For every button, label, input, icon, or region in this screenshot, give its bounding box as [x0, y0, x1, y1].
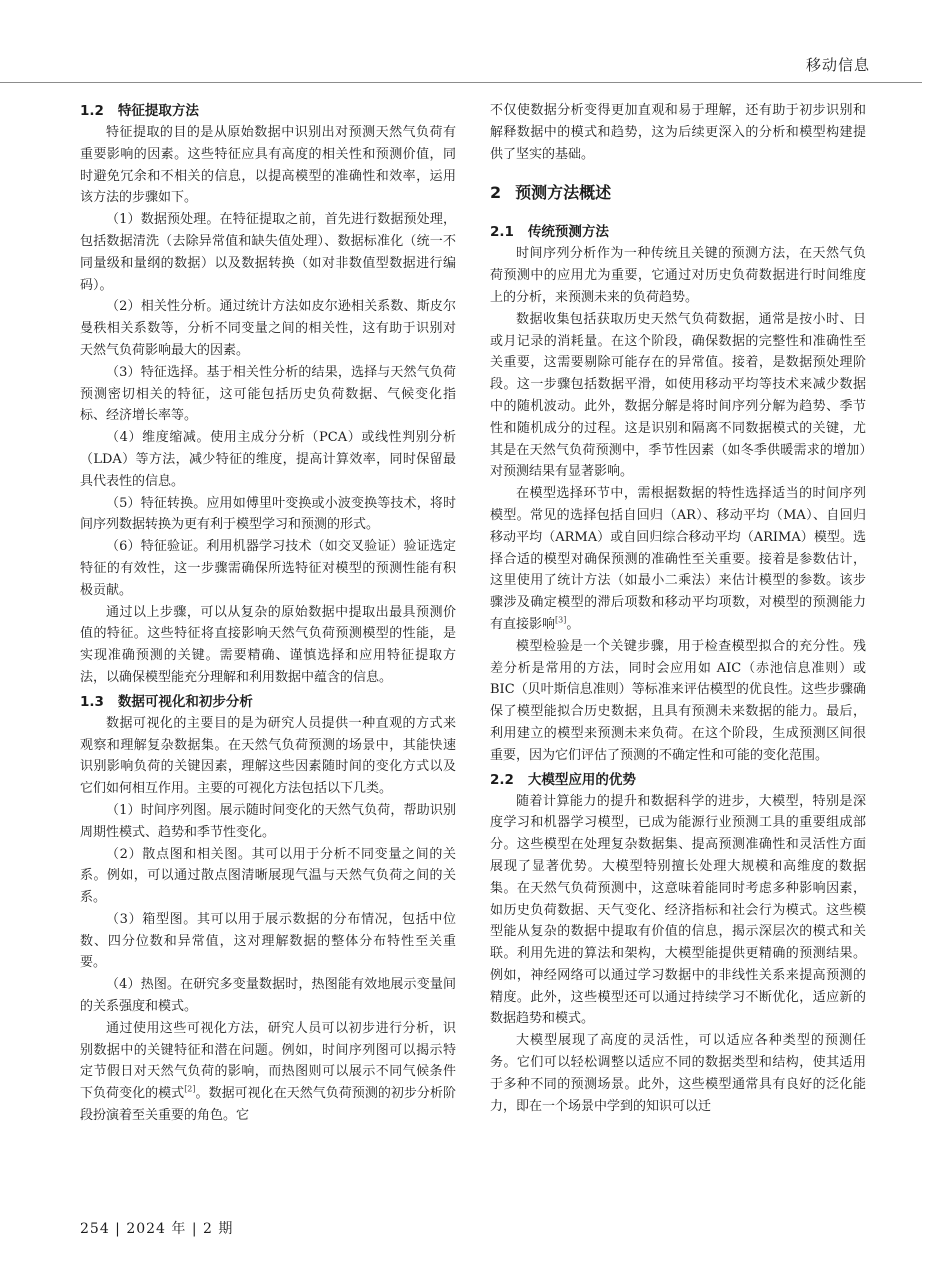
paragraph: 通过以上步骤，可以从复杂的原始数据中提取出最具预测价值的特征。这些特征将直接影响天然气负荷预测模型的性能，是实现准确预测的关键。需要精确、谨慎选择和应用特征提取方法，以确保模型能充分理解和利用数据中蕴含的信息。: [80, 604, 456, 685]
section-heading-1-3: [80, 691, 456, 713]
section-heading-1-2: [80, 100, 456, 122]
section-title: 特征提取方法: [117, 103, 199, 119]
list-item: （3）箱型图。其可以用于展示数据的分布情况，包括中位数、四分位数和异常值，这对理解数据的整体分布特性至关重要。: [80, 911, 456, 971]
citation-ref: [2]: [184, 1084, 196, 1094]
list-item: （4）维度缩减。使用主成分分析（PCA）或线性判别分析（LDA）等方法，减少特征的维度，提高计算效率，同时保留最具代表性的信息。: [80, 430, 456, 489]
list-item: （3）特征选择。基于相关性分析的结果，选择与天然气负荷预测密切相关的特征，这可能包括历史负荷数据、气候变化指标、经济增长率等。: [80, 364, 456, 424]
section-heading-2: [490, 181, 866, 205]
list-item: （1）时间序列图。展示随时间变化的天然气负荷，帮助识别周期性模式、趋势和季节性变化。: [80, 802, 456, 840]
section-heading-2-2: [490, 769, 866, 791]
text-run: 在模型选择环节中，需根据数据的特性选择适当的时间序列模型。常见的选择包括自回归（AR）、移动平均（MA）、自回归移动平均（ARMA）或自回归综合移动平均（ARIMA）模型。选择合适的模型对确保预测的准确性至关重要。接着是参数估计，这里使用了统计方法（如最小二乘法）来估计模型的参数。该步骤涉及确定模型的滞后项数和移动平均项数，对模型的预测能力有直接影响: [490, 486, 866, 632]
section-title: 大模型应用的优势: [527, 771, 636, 788]
list-item: （2）散点图和相关图。其可以用于分析不同变量之间的关系。例如，可以通过散点图清晰展现气温与天然气负荷之间的关系。: [80, 846, 456, 906]
list-item: （6）特征验证。利用机器学习技术（如交叉验证）验证选定特征的有效性，这一步骤需确保所选特征对模型的预测性能有积极贡献。: [80, 539, 456, 598]
left-column: [80, 100, 456, 1127]
right-column: [490, 100, 866, 1117]
header-rule: [0, 82, 922, 83]
paragraph: 时间序列分析作为一种传统且关键的预测方法，在天然气负荷预测中的应用尤为重要，它通过对历史负荷数据进行时间维度上的分析，来预测未来的负荷趋势。: [490, 246, 866, 305]
paragraph: 特征提取的目的是从原始数据中识别出对预测天然气负荷有重要影响的因素。这些特征应具有高度的相关性和预测价值，同时避免冗余和不相关的信息，以提高模型的准确性和效率，运用该方法的步骤如下。: [80, 125, 456, 206]
paragraph-continuation: 不仅使数据分析变得更加直观和易于理解，还有助于初步识别和解释数据中的模式和趋势，这为后续更深入的分析和模型构建提供了坚实的基础。: [490, 103, 866, 162]
list-item: （5）特征转换。应用如傅里叶变换或小波变换等技术，将时间序列数据转换为更有利于模型学习和预测的形式。: [80, 495, 456, 533]
section-heading-2-1: [490, 221, 866, 243]
section-title: 预测方法概述: [515, 183, 612, 203]
text-run: 。数据可视化在天然气负荷预测的初步分析阶段扮演着至关重要的角色。它: [80, 1086, 456, 1124]
section-number: 1.2: [80, 103, 104, 119]
text-run: 。: [566, 616, 580, 632]
journal-name: 移动信息: [805, 56, 870, 74]
paragraph: 数据收集包括获取历史天然气负荷数据，通常是按小时、日或月记录的消耗量。在这个阶段，确保数据的完整性和准确性至关重要，这需要剔除可能存在的异常值。接着，是数据预处理阶段。这一步骤包括数据平滑，如使用移动平均等技术来减少数据中的随机波动。此外，数据分解是将时间序列分解为趋势、季节性和随机成分的过程。这是识别和隔离不同数据模式的关键，尤其是在天然气负荷预测中，季节性因素（如冬季供暖需求的增加）对预测结果有显著影响。: [490, 311, 866, 480]
section-number: 2: [490, 183, 502, 203]
paragraph: 模型检验是一个关键步骤，用于检查模型拟合的充分性。残差分析是常用的方法，同时会应用如 AIC（赤池信息准则）或 BIC（贝叶斯信息准则）等标准来评估模型的优良性。这些步骤确保了模型能拟合历史数据，且具有预测未来数据的能力。最后，利用建立的模型来预测未来负荷。在这个阶段，生成预测区间很重要，因为它们评估了预测的不确定性和可能的变化范围。: [490, 638, 866, 763]
section-number: 2.1: [490, 224, 514, 241]
paragraph: [490, 483, 866, 636]
section-number: 2.2: [490, 771, 514, 788]
citation-ref: [3]: [555, 615, 567, 625]
list-item: （2）相关性分析。通过统计方法如皮尔逊相关系数、斯皮尔曼秩相关系数等，分析不同变量之间的相关性，这有助于识别对天然气负荷影响最大的因素。: [80, 299, 456, 358]
section-title: 数据可视化和初步分析: [117, 693, 253, 710]
paragraph: 数据可视化的主要目的是为研究人员提供一种直观的方式来观察和理解复杂数据集。在天然气负荷预测的场景中，其能快速识别影响负荷的关键因素，理解这些因素随时间的变化方式以及它们如何相互作用。主要的可视化方法包括以下几类。: [80, 715, 456, 797]
paragraph: [80, 1018, 456, 1127]
paragraph: 大模型展现了高度的灵活性，可以适应各种类型的预测任务。它们可以轻松调整以适应不同的数据类型和结构，使其适用于多种不同的预测场景。此外，这些模型通常具有良好的泛化能力，即在一个场景中学到的知识可以迁: [490, 1033, 866, 1114]
text-run: 通过使用这些可视化方法，研究人员可以初步进行分析，识别数据中的关键特征和潜在问题。例如，时间序列图可以揭示特定节假日对天然气负荷的影响，而热图则可以展示不同气候条件下负荷变化的模式: [80, 1020, 456, 1102]
section-title: 传统预测方法: [527, 224, 609, 241]
section-number: 1.3: [80, 693, 104, 710]
paragraph: 随着计算能力的提升和数据科学的进步，大模型，特别是深度学习和机器学习模型，已成为能源行业预测工具的重要组成部分。这些模型在处理复杂数据集、提高预测准确性和灵活性方面展现了显著优势。大模型特别擅长处理大规模和高维度的数据集。在天然气负荷预测中，这意味着能同时考虑多种影响因素，如历史负荷数据、天气变化、经济指标和社会行为模式。这些模型能从复杂的数据中提取有价值的信息，揭示深层次的模式和关联。利用先进的算法和架构，大模型能提供更精确的预测结果。例如，神经网络可以通过学习数据中的非线性关系来提高预测的精度。此外，这些模型还可以通过持续学习不断优化，适应新的数据趋势和模式。: [490, 793, 866, 1027]
list-item: （1）数据预处理。在特征提取之前，首先进行数据预处理，包括数据清洗（去除异常值和缺失值处理）、数据标准化（统一不同量级和量纲的数据）以及数据转换（如对非数值型数据进行编码）。: [80, 212, 456, 293]
page-footer: 254 | 2024 年 | 2 期: [80, 1221, 234, 1237]
list-item: （4）热图。在研究多变量数据时，热图能有效地展示变量间的关系强度和模式。: [80, 977, 456, 1015]
